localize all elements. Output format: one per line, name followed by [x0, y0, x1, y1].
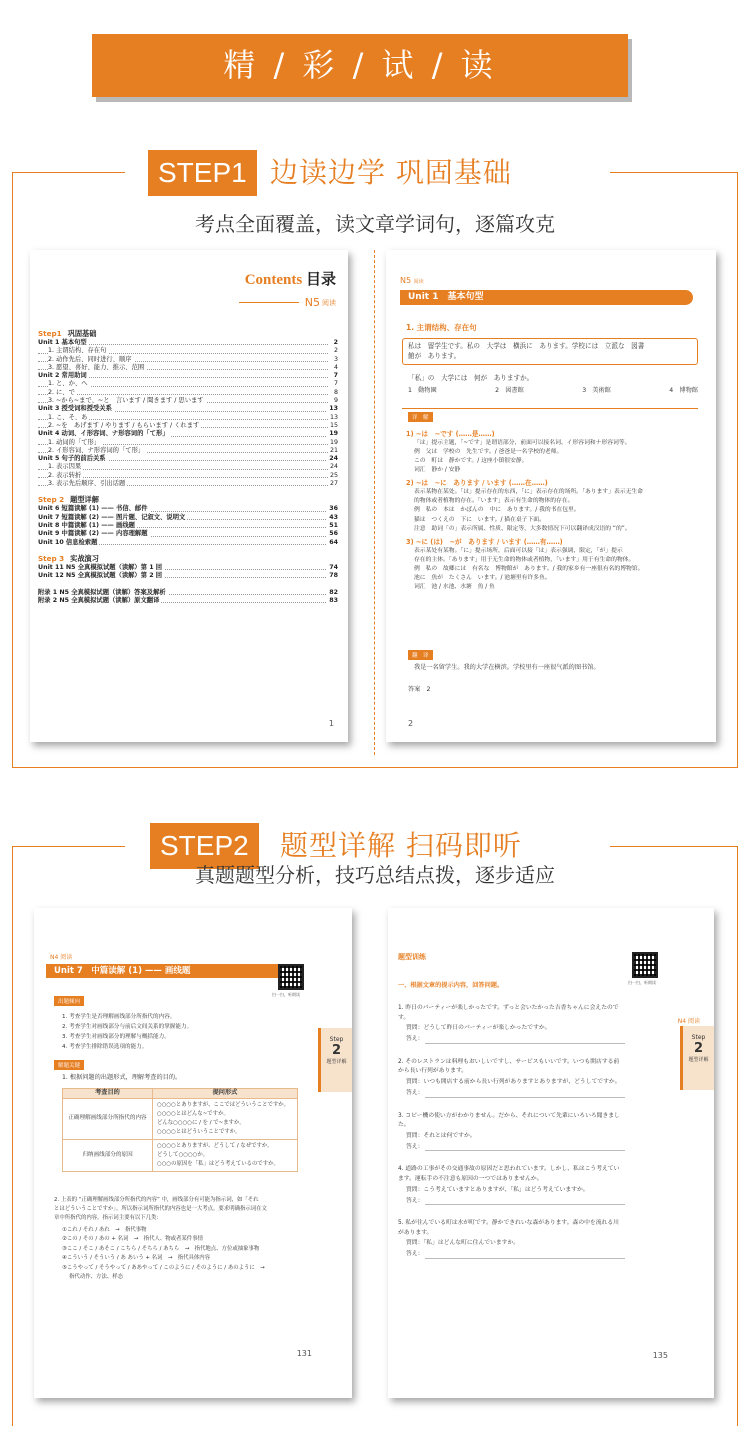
question-prompt: 質問：こう考えていますとありますが、「私」はどう考えていますか。 — [406, 1186, 589, 1193]
toc-entry — [38, 455, 338, 463]
point-line: 例 私の 故郷には 有名な 博物館が あります。/ 我的家乡有一座很有名的博物馆。 — [414, 566, 644, 573]
toc-entry — [38, 530, 338, 538]
point-line: 词汇 静か / 安静 — [414, 467, 461, 474]
option: 4 博物館 — [669, 387, 698, 394]
trend-item: 4. 考查学生排除错误选项的能力。 — [62, 1044, 148, 1050]
side-step-text: 题型详解 — [688, 1057, 709, 1063]
demonstrative-item: ⑤こうやって / そうやって / ああやって / このように / そのように / あのように → — [62, 1264, 265, 1271]
unit1-reading-box — [402, 338, 698, 365]
toc-level: N5 — [304, 296, 320, 309]
practice-question — [398, 1219, 648, 1259]
toc-entry-page: 43 — [329, 513, 338, 521]
step2-title: 题型详解 扫码即听 — [280, 829, 522, 862]
preview-banner: 精 / 彩 / 试 / 读 — [92, 34, 628, 97]
trend-item: 3. 考查学生对画线部分的理解与概括能力。 — [62, 1034, 170, 1040]
toc-step-heading — [38, 494, 338, 505]
toc-entry-title: 1. と、か、へ — [48, 380, 88, 388]
toc-entry-title: 3. 表示先后顺序、引出话题 — [48, 480, 126, 488]
toc-entry — [38, 364, 338, 372]
table-cell-forms — [153, 1098, 298, 1139]
practice-side-tab — [680, 1026, 714, 1090]
answer-line — [398, 1250, 648, 1259]
unit7-page — [34, 908, 352, 1398]
toc-entry — [38, 472, 338, 480]
point-line: 例 父は 学校の 先生です。/ 爸爸是一名学校的老师。 — [414, 448, 563, 455]
trend-item: 1. 考查学生是否理解画线部分所指代的内容。 — [62, 1014, 176, 1020]
toc-entry-page: 2 — [333, 339, 338, 346]
question-line: から長い行列があります。 — [398, 1068, 468, 1075]
step2-badge: STEP2 — [150, 823, 259, 869]
option: 2 図書館 — [495, 387, 524, 394]
demonstrative-item: ②この / その / あの + 名词 → 指代人、物或者某件事情 — [62, 1236, 203, 1243]
toc-entry-page: 8 — [333, 388, 338, 396]
table-cell-aim: 归纳画线部分的原因 — [63, 1139, 153, 1171]
toc-entry — [38, 580, 338, 588]
toc-entry-page: 3 — [333, 355, 338, 363]
step1-title: 边读边学 巩固基础 — [270, 156, 512, 189]
side-step: Step — [329, 1036, 344, 1043]
unit7-title-bar: Unit 7 中篇读解 (1) —— 画线题 — [46, 964, 302, 978]
form-line: ○○○○とありますが、ここではどういうことですか。 — [157, 1101, 290, 1108]
toc-entry-page: 82 — [329, 588, 338, 596]
toc-entry-page: 13 — [329, 413, 338, 421]
skill-intro: 1. 根据问题的出题形式，理解考查的目的。 — [62, 1074, 182, 1081]
step1-divider — [374, 250, 375, 755]
practice-question — [398, 1004, 648, 1044]
question-line: 3. コピー機の使い方がわかりません。だから、それについて先輩にいろいろ聞きまし — [398, 1112, 620, 1119]
point-line: 的物体或者植物的存在。「います」表示有生命的物体的存在。 — [414, 498, 574, 505]
toc-entry-title: Unit 12 N5 全真模拟试题（读解）第 2 回 — [38, 572, 163, 580]
demonstrative-item: ③ここ / そこ / あそこ / こちら / そちら / あちら → 指代地点、方位或抽象事物 — [62, 1245, 260, 1252]
practice-page — [388, 908, 714, 1398]
demonstrative-item: ④こういう / そういう / あ あいう + 名词 → 指代具体内容 — [62, 1255, 211, 1262]
toc-entry-page: 7 — [333, 372, 338, 380]
demonstrative-item: 指代动作、方法、样态 — [62, 1274, 124, 1281]
point-line: 猫は つくえの 下に います。/ 猫在桌子下面。 — [414, 516, 545, 523]
side-step-number: 2 — [331, 1043, 342, 1058]
question-line: 1. 昨日のパーティーが楽しかったです。ずっと会いたかった吉香ちゃんに会えたので — [398, 1005, 619, 1011]
toc-heading-cn: 目录 — [305, 272, 336, 288]
toc-step-name: 巩固基础 — [67, 329, 97, 338]
toc-step-heading — [38, 328, 338, 339]
reading-line: 私は 留学生です。私の 大学は 横浜に あります。学校には 立派な 図書 — [408, 342, 645, 350]
question-prompt: 質問：それとは何ですか。 — [406, 1132, 476, 1139]
question-prompt: 質問：どうして昨日のパーティーが楽しかったですか。 — [406, 1025, 551, 1032]
toc-step-label: Step 3 — [38, 553, 65, 563]
form-line: ○○○○とありますが、どうして / なぜですか。 — [157, 1142, 273, 1149]
toc-entry-title: Unit 6 短篇读解 (1) —— 书信、邮件 — [38, 505, 148, 513]
toc-entry-page: 25 — [329, 471, 338, 479]
answer-line — [398, 1197, 648, 1206]
toc-entry — [38, 505, 338, 513]
toc-entry — [38, 463, 338, 471]
answer-blank[interactable] — [425, 1090, 625, 1098]
trend-item: 2. 考查学生对画线部分与前后文间关系的掌握能力。 — [62, 1024, 193, 1030]
form-line: どんな○○○○に / を / で~ますか。 — [157, 1119, 245, 1126]
point-line: この 町は 静かです。/ 这座小镇很安静。 — [414, 458, 528, 464]
unit1-options — [408, 387, 698, 396]
form-line: ○○○○とはどんな~ですか。 — [157, 1110, 229, 1117]
answer-blank[interactable] — [425, 1251, 625, 1259]
toc-entry-page: 83 — [329, 597, 338, 605]
toc-entry — [38, 514, 338, 522]
step1-badge: STEP1 — [148, 150, 257, 196]
unit1-page-number: 2 — [408, 719, 414, 728]
table-header: 提问形式 — [153, 1089, 298, 1099]
toc-entry-title: Unit 11 N5 全真模拟试题（读解）第 1 回 — [38, 563, 163, 571]
unit7-paragraph — [54, 1196, 267, 1223]
toc-entry-page: 9 — [333, 397, 338, 405]
toc-entry — [38, 564, 338, 572]
toc-entry-title: 1. 动词的「て形」 — [48, 438, 101, 446]
skill-label: 解题关键 — [54, 1060, 84, 1070]
toc-entry — [38, 405, 338, 413]
answer-blank[interactable] — [425, 1197, 625, 1205]
point-heading: 2) ~は ~に あります / います (……在……) — [406, 479, 548, 488]
toc-entry — [38, 522, 338, 530]
unit1-level-suffix: 阅读 — [413, 279, 424, 285]
toc-step-heading — [38, 553, 338, 564]
toc-entry-page: 36 — [329, 505, 338, 513]
side-step-number: 2 — [693, 1041, 704, 1056]
toc-entry-title: 1. 主谓结构、存在句 — [48, 347, 107, 355]
toc-entry — [38, 439, 338, 447]
toc-step-name: 题型详解 — [70, 495, 99, 505]
answer-text: 答案 2 — [408, 686, 431, 693]
toc-entry-page: 24 — [329, 463, 338, 471]
practice-level: N4 — [677, 1018, 687, 1025]
toc-entry-title: Unit 9 中篇读解 (2) —— 内容理解题 — [38, 530, 148, 538]
point-line: 「は」提示主题，「~です」是谓语部分，前面可以接名词、イ形容词和ナ形容词等。 — [414, 439, 631, 446]
toc-entry-title: 2. 动作先后、同时进行、顺序 — [48, 355, 132, 363]
toc-entry-page: 2 — [333, 347, 338, 355]
toc-entry-title: 2. 表示转折 — [48, 471, 82, 479]
para-line: とはどういうことですか」。所以指示词所指代的内容也是一大考点。要求明确指示词在文 — [54, 1206, 267, 1212]
qr-caption: 扫一扫，听朗读 — [272, 992, 300, 997]
toc-entry-title: Unit 3 授受词和授受关系 — [38, 405, 112, 413]
toc-entry — [38, 597, 338, 605]
toc-step-label: Step1 — [38, 329, 62, 338]
toc-entry-page: 24 — [329, 455, 338, 463]
toc-entry-page: 13 — [329, 405, 338, 413]
qr-caption: 扫一扫，听朗读 — [628, 980, 656, 985]
unit1-section-title: 1. 主谓结构、存在句 — [406, 323, 477, 332]
unit7-list — [62, 1226, 265, 1282]
toc-entry-title: 1. 表示因果 — [48, 463, 82, 471]
practice-level-suffix: 阅读 — [687, 1018, 700, 1025]
toc-entry — [38, 539, 338, 547]
toc-entry-title: 3. 愿望、喜好、能力、推示、范围 — [48, 363, 145, 371]
question-prompt: 質問：いつも開店する前から長い行列がありますとありますが、どうしてですか。 — [406, 1078, 621, 1085]
toc-entry-title: Unit 2 常用助词 — [38, 372, 87, 380]
toc-entry-title: 附录 1 N5 全真模拟试题（读解）答案及解析 — [38, 588, 166, 596]
toc-leader — [38, 394, 328, 395]
toc-entry-title: Unit 7 短篇读解 (2) —— 图片题、记叙文、说明文 — [38, 513, 186, 521]
toc-entry-title: 1. こ、そ、あ — [48, 413, 88, 421]
unit7-page-number: 131 — [296, 1349, 312, 1358]
toc-entry-title: 2. ~を あげます / やります / もらいます / くれます — [48, 421, 200, 429]
toc-entry-title: 3. ~から~まで、~と 言います / 聞きます / 思います — [48, 397, 204, 405]
answer-blank[interactable] — [425, 1143, 625, 1151]
toc-entry — [38, 572, 338, 580]
point-heading: 1) ~は ~です (……是……) — [406, 430, 495, 438]
toc-entry-page: 51 — [329, 521, 338, 529]
form-line: ○○○の原因を「私」はどう考えているのですか。 — [157, 1160, 279, 1167]
translation-text: 我是一名留学生。我的大学在横滨。学校里有一座很气派的图书馆。 — [414, 664, 600, 671]
point-line: 表示某处有某物。「に」提示场所，后面可以接「は」表示强调、限定，「が」提示 — [414, 547, 623, 554]
toc-entry-page: 56 — [329, 530, 338, 538]
point-line: 例 私の 本は かばんの 中に あります。/ 我的书在包里。 — [414, 507, 580, 514]
toc-entry-page: 15 — [329, 421, 338, 429]
toc-entry-page: 78 — [329, 572, 338, 580]
toc-entry-title: Unit 8 中篇读解 (1) —— 画线题 — [38, 521, 135, 529]
toc-entry — [38, 380, 338, 388]
toc-entry-title: Unit 4 动词、イ形容词、ナ形容词的「て形」 — [38, 430, 169, 438]
toc-entry-page: 74 — [329, 563, 338, 571]
toc-entry-title: Unit 1 基本句型 — [38, 339, 87, 346]
answer-label: 答え： — [406, 1143, 424, 1150]
toc-entry — [38, 414, 338, 422]
toc-entry-page: 19 — [329, 430, 338, 438]
question-line: があります。 — [398, 1229, 433, 1236]
qr-code-icon[interactable] — [632, 952, 658, 978]
unit7-level: N4 — [50, 954, 59, 961]
toc-entry-title: Unit 5 句子的前后关系 — [38, 455, 106, 463]
option: 1 動物園 — [408, 387, 437, 394]
form-line: ○○○○とはどういうことですか。 — [157, 1128, 241, 1135]
toc-entry — [38, 480, 338, 488]
para-line: 2. 上表的 “正确理解画线部分所指代的内容” 中，画线部分有可能为指示词，如「それ — [54, 1197, 259, 1203]
toc-entry — [38, 389, 338, 397]
unit1-level: N5 — [400, 276, 412, 285]
question-line: た。 — [398, 1122, 410, 1129]
practice-questions — [398, 996, 648, 1273]
point-line: 表示某物在某处。「は」提示存在的东西，「に」表示存在的场所。「あります」表示无生命 — [414, 489, 643, 495]
toc-entry-title: 2. に、で — [48, 388, 75, 396]
side-step: Step — [691, 1034, 706, 1041]
practice-instruction: 一、根据文章的提示内容，回答问题。 — [398, 982, 504, 989]
answer-label: 答え： — [406, 1197, 424, 1204]
point-line: 存在的主体。「あります」用于无生命的物体或者植物，「います」用于有生命的物体。 — [414, 556, 635, 563]
toc-entry — [38, 589, 338, 597]
toc-entry — [38, 347, 338, 355]
question-prompt: 質問：「私」はどんな町に住んでいますか。 — [406, 1240, 520, 1247]
toc-list — [38, 328, 338, 605]
toc-entry-page: 7 — [333, 380, 338, 388]
point-line: 池に 魚が たくさん います。/ 池塘里有许多鱼。 — [414, 575, 551, 582]
question-line: 2. そのレストランは料理もおいしいですし、サービスもいいです。いつも開店する前 — [398, 1058, 620, 1065]
unit7-level-suffix: 阅读 — [60, 954, 73, 961]
toc-entry-page: 19 — [329, 438, 338, 446]
answer-label: 答え： — [406, 1251, 424, 1258]
demonstrative-item: ①これ / それ / あれ → 指代事物 — [62, 1227, 147, 1233]
question-line: す。 — [398, 1014, 410, 1021]
table-cell-aim: 正确理解画线部分所指代的内容 — [63, 1098, 153, 1139]
toc-entry-page: 4 — [333, 363, 338, 371]
question-line: ます。運転手の不注意も原因の一つではありませんか。 — [398, 1175, 543, 1182]
answer-line — [398, 1089, 648, 1098]
toc-entry-title: Unit 10 信息检索题 — [38, 538, 98, 546]
practice-question — [398, 1112, 648, 1152]
point-heading: 3) ~に (は) ~が あります / います (……有……) — [406, 538, 563, 547]
detail-label: 详 解 — [408, 412, 433, 422]
unit1-question: 「私」の 大学には 何が ありますか。 — [408, 374, 534, 382]
unit1-page — [386, 250, 716, 742]
toc-page-number: 1 — [328, 719, 334, 728]
answer-line — [398, 1143, 648, 1152]
practice-title: 题型训练 — [398, 953, 426, 961]
toc-entry-page: 27 — [329, 480, 338, 488]
toc-step-name: 实战演习 — [70, 553, 99, 563]
step1-subtitle: 考点全面覆盖，读文章学词句，逐篇攻克 — [195, 212, 555, 236]
toc-entry-title: 附录 2 N5 全真模拟试题（读解）原文翻译 — [38, 597, 160, 605]
toc-entry — [38, 356, 338, 364]
practice-question — [398, 1058, 648, 1098]
question-line: 4. 道路の工事がその交通事故の原因だと思われています。しかし、私はこう考えてい — [398, 1166, 620, 1173]
option: 3 美術館 — [582, 387, 611, 394]
side-step-text: 题型详解 — [326, 1059, 347, 1065]
toc-level-suffix: 阅读 — [322, 298, 336, 307]
toc-heading-en: Contents — [244, 272, 303, 288]
answer-label: 答え： — [406, 1089, 424, 1096]
unit1-explanations — [406, 426, 702, 593]
practice-page-number: 135 — [652, 1351, 668, 1360]
qr-code-icon[interactable] — [278, 964, 304, 990]
form-line: どうして○○○○か。 — [157, 1151, 209, 1158]
table-cell-forms — [153, 1139, 298, 1171]
unit1-title-bar: Unit 1 基本句型 — [400, 290, 693, 305]
skill-table — [62, 1088, 298, 1172]
step2-subtitle: 真题题型分析，技巧总结点拨，逐步适应 — [195, 863, 555, 887]
toc-entry-page: 21 — [329, 446, 338, 454]
practice-question — [398, 1165, 648, 1205]
answer-line — [398, 1035, 648, 1044]
trend-label: 出题倾向 — [54, 996, 84, 1006]
para-line: 章中所指代的内容。指示词主要有以下几类： — [54, 1215, 162, 1221]
point-line: 注意 助词「の」表示所属、性质、限定等，大多数情况下可以翻译成汉语的 “的”。 — [414, 525, 631, 532]
unit7-side-tab — [318, 1028, 352, 1092]
reading-line: 館が あります。 — [408, 351, 461, 360]
toc-entry — [38, 447, 338, 455]
table-header: 考查目的 — [63, 1089, 153, 1099]
translation-label: 翻 译 — [408, 650, 433, 660]
toc-step-label: Step 2 — [38, 495, 65, 505]
toc-entry-page: 64 — [329, 538, 338, 546]
point-line: 词汇 池 / 水池、水塘 魚 / 鱼 — [414, 584, 495, 591]
toc-entry-title: 2. イ形容词、ナ形容词的「て形」 — [48, 446, 145, 454]
toc-entry — [38, 430, 338, 438]
trend-list — [62, 1012, 192, 1052]
question-line: 5. 私が住んでいる町は水が町です。静かできれいな森があります。森の中を流れる川 — [398, 1220, 619, 1227]
answer-blank[interactable] — [425, 1036, 625, 1044]
toc-page — [30, 250, 348, 742]
answer-label: 答え： — [406, 1036, 424, 1043]
